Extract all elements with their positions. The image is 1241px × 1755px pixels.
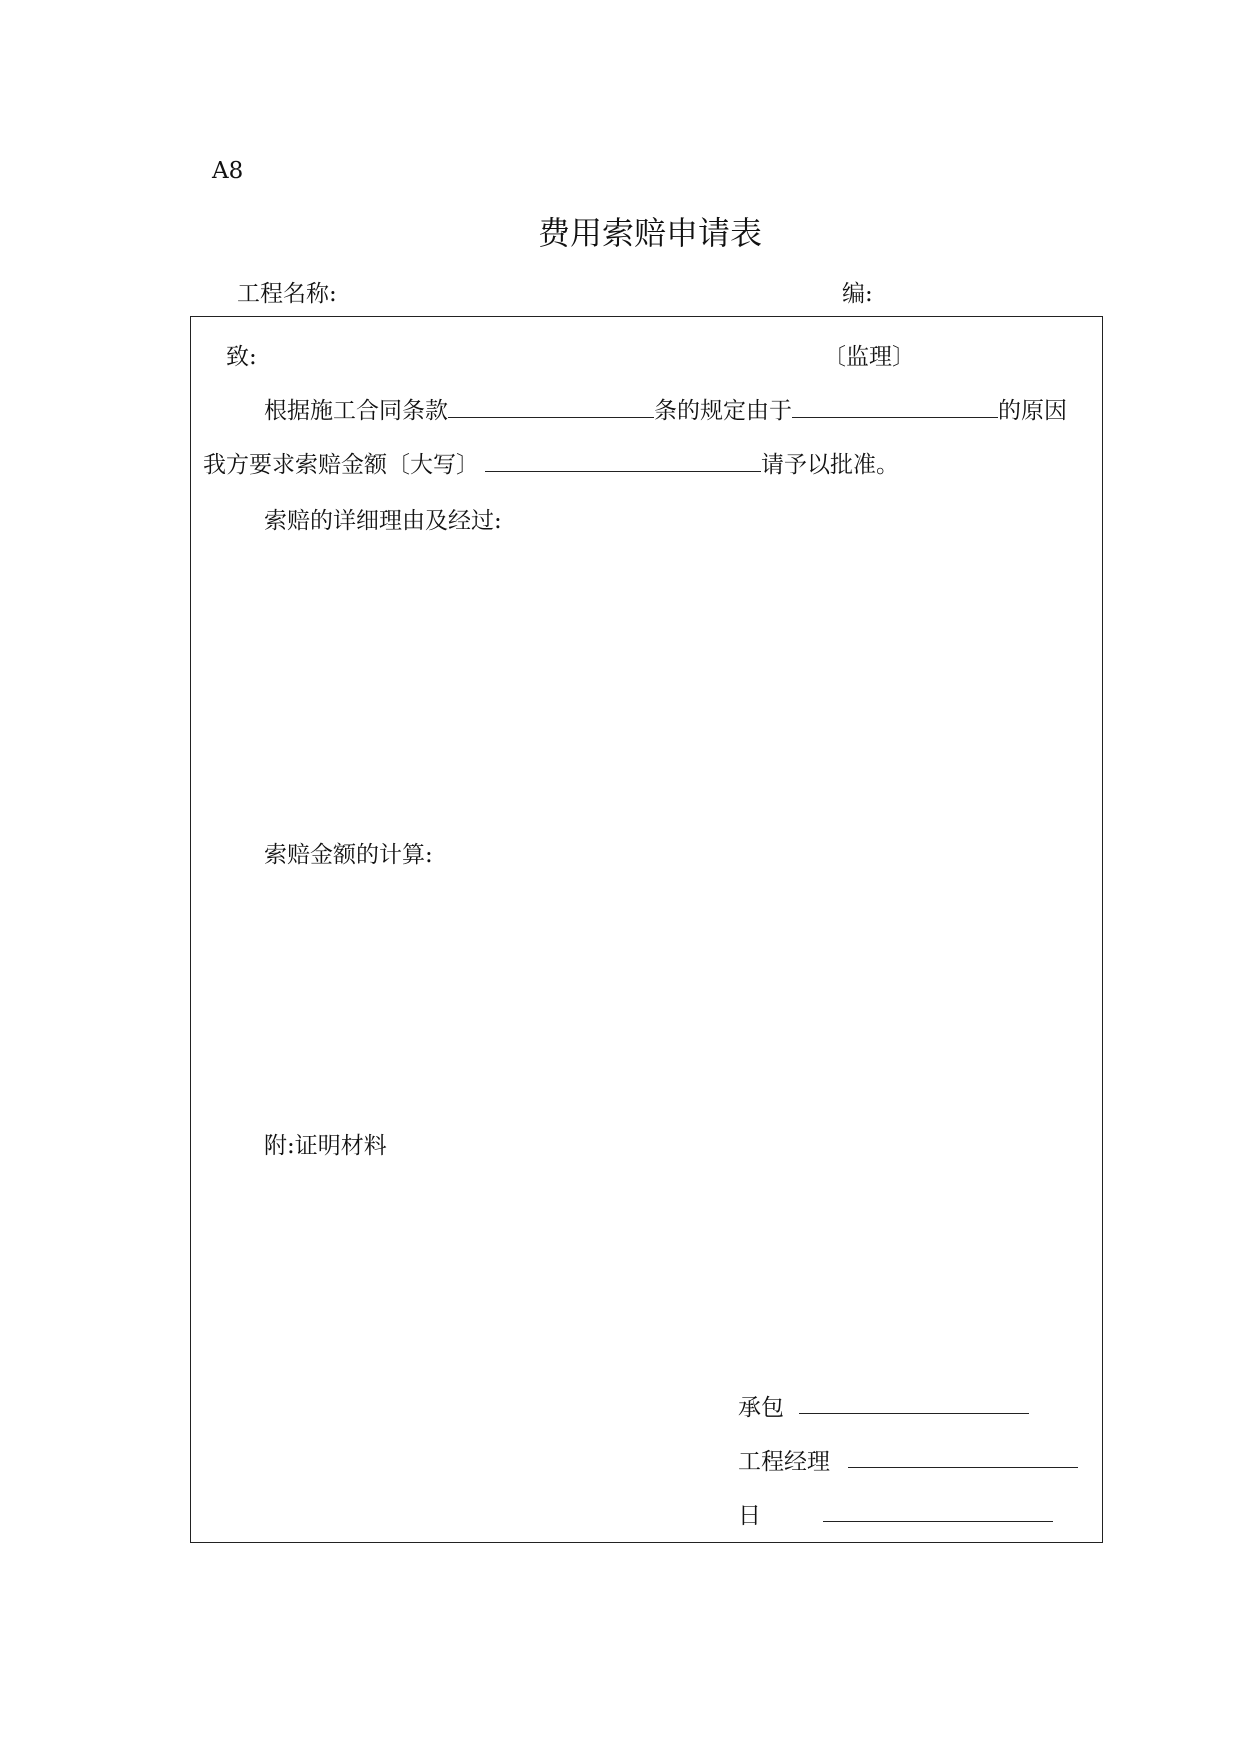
- supervisor-label: 〔监理〕: [823, 344, 915, 370]
- form-code: A8: [212, 158, 244, 184]
- claim-calculation-label: 索赔金额的计算:: [264, 842, 433, 868]
- clause-text-1: 根据施工合同条款: [264, 398, 448, 424]
- amount-in-words-blank[interactable]: [485, 449, 761, 472]
- amount-text-2: 请予以批准。: [761, 452, 899, 478]
- contractor-label: 承包: [738, 1395, 784, 1421]
- clause-text-2: 条的规定由于: [654, 398, 792, 424]
- form-frame: [190, 316, 1103, 1543]
- contractor-signature-line[interactable]: [799, 1413, 1029, 1414]
- amount-text-1: 我方要求索赔金额〔大写〕: [203, 452, 479, 478]
- project-name-label: 工程名称:: [237, 281, 337, 307]
- project-manager-label: 工程经理: [738, 1449, 830, 1475]
- clause-line: [264, 392, 1067, 425]
- attachment-label: 附:证明材料: [264, 1133, 387, 1159]
- to-label: 致:: [226, 344, 257, 370]
- date-label: 日: [738, 1503, 761, 1529]
- claim-reason-label: 索赔的详细理由及经过:: [264, 508, 502, 534]
- date-line[interactable]: [823, 1521, 1053, 1522]
- serial-number-label: 编:: [842, 281, 873, 307]
- project-manager-signature-line[interactable]: [848, 1467, 1078, 1468]
- reason-blank[interactable]: [792, 395, 998, 418]
- page-title: 费用索赔申请表: [537, 214, 762, 252]
- clause-text-3: 的原因: [998, 398, 1067, 424]
- amount-line: [203, 446, 899, 479]
- clause-number-blank[interactable]: [448, 395, 654, 418]
